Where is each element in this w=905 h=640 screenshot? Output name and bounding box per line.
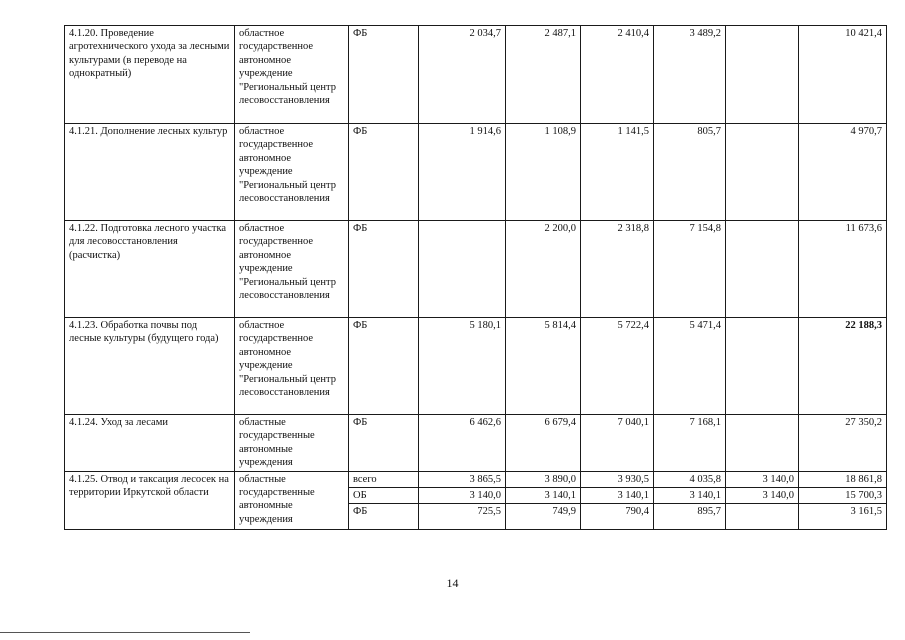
value-cell: 3 140,0 [726,471,799,487]
value-cell: 3 930,5 [581,471,654,487]
value-cell: 4 035,8 [654,471,726,487]
table-row [65,221,887,318]
value-cell: 6 462,6 [419,415,506,472]
value-cell: 3 140,1 [581,488,654,504]
measure-name: 4.1.20. Проведение агротехнического ухода за лесными культурами (в переводе на однократный) [65,26,235,124]
table-row [65,471,887,487]
value-cell [726,318,799,415]
executor-name: областные государственные автономные учреждения [235,415,349,472]
executor-name: областное государственное автономное учреждение "Региональный центр лесовосстановления [235,318,349,415]
value-cell: 2 410,4 [581,26,654,124]
value-cell: 2 487,1 [506,26,581,124]
funding-source: ФБ [349,124,419,221]
value-cell: 6 679,4 [506,415,581,472]
value-cell [726,124,799,221]
value-cell: 3 489,2 [654,26,726,124]
funding-source: ФБ [349,221,419,318]
value-cell [419,221,506,318]
table-row [65,318,887,415]
value-cell: 5 180,1 [419,318,506,415]
value-cell [726,504,799,530]
measure-name: 4.1.22. Подготовка лесного участка для лесовосстановления (расчистка) [65,221,235,318]
value-cell: 3 140,0 [726,488,799,504]
value-cell: 790,4 [581,504,654,530]
value-cell: 749,9 [506,504,581,530]
budget-table [64,25,887,530]
total-cell: 18 861,8 [799,471,887,487]
value-cell: 725,5 [419,504,506,530]
funding-source: всего [349,471,419,487]
value-cell: 3 890,0 [506,471,581,487]
value-cell: 3 140,0 [419,488,506,504]
value-cell [726,26,799,124]
value-cell: 5 722,4 [581,318,654,415]
page-number: 14 [446,576,459,590]
value-cell: 5 471,4 [654,318,726,415]
value-cell: 1 141,5 [581,124,654,221]
value-cell: 7 168,1 [654,415,726,472]
value-cell: 3 140,1 [506,488,581,504]
value-cell: 2 034,7 [419,26,506,124]
value-cell: 3 865,5 [419,471,506,487]
total-cell: 15 700,3 [799,488,887,504]
value-cell: 1 914,6 [419,124,506,221]
executor-name: областное государственное автономное учреждение "Региональный центр лесовосстановления [235,26,349,124]
measure-name: 4.1.24. Уход за лесами [65,415,235,472]
total-cell: 4 970,7 [799,124,887,221]
value-cell [726,415,799,472]
total-cell: 27 350,2 [799,415,887,472]
funding-source: ФБ [349,504,419,530]
funding-source: ФБ [349,415,419,472]
value-cell: 2 318,8 [581,221,654,318]
value-cell: 7 040,1 [581,415,654,472]
value-cell: 1 108,9 [506,124,581,221]
table-row [65,415,887,472]
value-cell: 5 814,4 [506,318,581,415]
executor-name: областное государственное автономное учреждение "Региональный центр лесовосстановления [235,221,349,318]
total-cell: 22 188,3 [799,318,887,415]
table-body [65,26,887,530]
measure-name: 4.1.23. Обработка почвы под лесные культуры (будущего года) [65,318,235,415]
divider [0,632,250,633]
table-row [65,124,887,221]
value-cell [726,221,799,318]
value-cell: 805,7 [654,124,726,221]
value-cell: 2 200,0 [506,221,581,318]
executor-name: областные государственные автономные учреждения [235,471,349,530]
total-cell: 3 161,5 [799,504,887,530]
funding-source: ОБ [349,488,419,504]
total-cell: 10 421,4 [799,26,887,124]
measure-name: 4.1.25. Отвод и таксация лесосек на территории Иркутской области [65,471,235,530]
value-cell: 3 140,1 [654,488,726,504]
value-cell: 895,7 [654,504,726,530]
funding-source: ФБ [349,26,419,124]
funding-source: ФБ [349,318,419,415]
value-cell: 7 154,8 [654,221,726,318]
executor-name: областное государственное автономное учреждение "Региональный центр лесовосстановления [235,124,349,221]
total-cell: 11 673,6 [799,221,887,318]
table-row [65,26,887,124]
measure-name: 4.1.21. Дополнение лесных культур [65,124,235,221]
